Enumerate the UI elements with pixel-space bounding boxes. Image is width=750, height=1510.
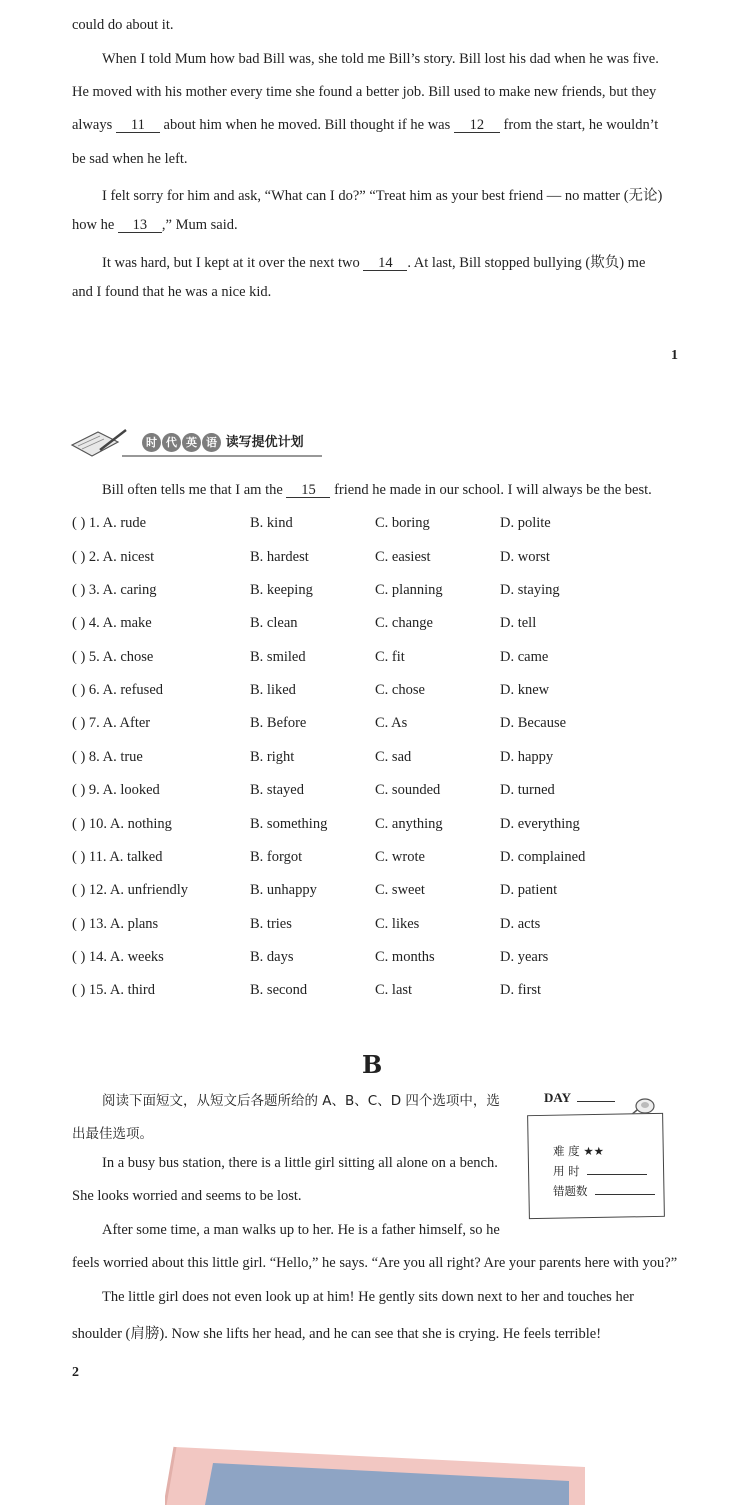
difficulty-stars: ★★ bbox=[583, 1144, 604, 1158]
series-char: 英 bbox=[182, 433, 201, 452]
question-stem: ( ) 5. A. chose bbox=[72, 649, 154, 665]
option-b: B. unhappy bbox=[250, 882, 317, 898]
option-c: C. sad bbox=[375, 749, 412, 765]
text-segment: always bbox=[72, 117, 113, 133]
blank-14: 14 bbox=[363, 256, 407, 271]
question-stem: ( ) 10. A. nothing bbox=[72, 816, 172, 832]
question-stem: ( ) 14. A. weeks bbox=[72, 949, 164, 965]
question-stem: ( ) 11. A. talked bbox=[72, 849, 163, 865]
time-row bbox=[553, 1163, 647, 1179]
option-b: B. liked bbox=[250, 682, 296, 698]
option-b: B. right bbox=[250, 749, 295, 765]
option-b: B. stayed bbox=[250, 782, 304, 798]
time-blank bbox=[587, 1174, 647, 1175]
question-stem: ( ) 7. A. After bbox=[72, 715, 151, 731]
question-stem: ( ) 4. A. make bbox=[72, 615, 152, 631]
option-d: D. knew bbox=[500, 682, 550, 698]
difficulty-row bbox=[553, 1143, 604, 1159]
question-stem: ( ) 8. A. true bbox=[72, 749, 143, 765]
option-d: D. acts bbox=[500, 916, 541, 932]
story-line: The little girl does not even look up at him! He gently sits down next to her and touches her bbox=[102, 1289, 634, 1305]
text-segment: . At last, Bill stopped bullying (欺负) me bbox=[407, 255, 646, 271]
option-c: C. change bbox=[375, 615, 433, 631]
option-b: B. something bbox=[250, 816, 328, 832]
blank-13: 13 bbox=[118, 218, 162, 233]
option-d: D. worst bbox=[500, 549, 550, 565]
progress-card bbox=[528, 1114, 666, 1226]
option-c: C. likes bbox=[375, 916, 420, 932]
question-stem: ( ) 12. A. unfriendly bbox=[72, 882, 188, 898]
option-c: C. months bbox=[375, 949, 435, 965]
question-stem: ( ) 15. A. third bbox=[72, 982, 155, 998]
errors-label: 错题数 bbox=[553, 1184, 588, 1198]
blank-12: 12 bbox=[454, 118, 500, 133]
blank-15: 15 bbox=[286, 483, 330, 498]
question-stem: ( ) 1. A. rude bbox=[72, 515, 147, 531]
page-number: 2 bbox=[72, 1365, 79, 1380]
option-c: C. chose bbox=[375, 682, 425, 698]
text-segment: Bill often tells me that I am the bbox=[102, 482, 283, 498]
story-line: feels worried about this little girl. “Hello,” he says. “Are you all right? Are your parents here with you?” bbox=[72, 1255, 678, 1271]
book-illustration bbox=[165, 1445, 585, 1505]
option-b: B. clean bbox=[250, 615, 298, 631]
text-segment: about him when he moved. Bill thought if he was bbox=[163, 117, 451, 133]
option-d: D. happy bbox=[500, 749, 554, 765]
blank-11: 11 bbox=[116, 118, 160, 133]
text-segment: how he bbox=[72, 217, 115, 233]
text-segment: friend he made in our school. I will always be the best. bbox=[334, 482, 652, 498]
option-d: D. everything bbox=[500, 816, 580, 832]
story-line: and I found that he was a nice kid. bbox=[72, 284, 272, 300]
question-stem: ( ) 13. A. plans bbox=[72, 916, 159, 932]
option-d: D. patient bbox=[500, 882, 558, 898]
option-c: C. boring bbox=[375, 515, 430, 531]
option-b: B. kind bbox=[250, 515, 293, 531]
option-c: C. easiest bbox=[375, 549, 431, 565]
section-heading: B bbox=[362, 1050, 383, 1079]
series-header bbox=[70, 428, 322, 458]
option-d: D. came bbox=[500, 649, 549, 665]
question-stem: ( ) 3. A. caring bbox=[72, 582, 157, 598]
series-char: 语 bbox=[202, 433, 221, 452]
story-line: She looks worried and seems to be lost. bbox=[72, 1188, 302, 1204]
errors-row bbox=[553, 1183, 655, 1199]
instruction-line: 出最佳选项。 bbox=[72, 1126, 153, 1142]
option-b: B. smiled bbox=[250, 649, 306, 665]
story-line: be sad when he left. bbox=[72, 151, 188, 167]
option-d: D. tell bbox=[500, 615, 537, 631]
time-label: 用 时 bbox=[553, 1164, 580, 1178]
series-char: 时 bbox=[142, 433, 161, 452]
instruction-line: 阅读下面短文，从短文后各题所给的 A、B、C、D 四个选项中，选 bbox=[102, 1093, 500, 1109]
page-number: 1 bbox=[671, 348, 678, 363]
question-stem: ( ) 6. A. refused bbox=[72, 682, 164, 698]
story-line bbox=[102, 251, 645, 272]
option-d: D. first bbox=[500, 982, 542, 998]
option-b: B. forgot bbox=[250, 849, 303, 865]
book-cover-edge bbox=[165, 1445, 585, 1505]
option-c: C. sweet bbox=[375, 882, 425, 898]
option-b: B. hardest bbox=[250, 549, 309, 565]
option-c: C. last bbox=[375, 982, 413, 998]
question-stem: ( ) 2. A. nicest bbox=[72, 549, 155, 565]
option-d: D. turned bbox=[500, 782, 555, 798]
story-line: When I told Mum how bad Bill was, she told me Bill’s story. Bill lost his dad when he was five. bbox=[102, 51, 659, 67]
story-line bbox=[72, 117, 658, 134]
story-line: could do about it. bbox=[72, 17, 174, 33]
option-d: D. complained bbox=[500, 849, 586, 865]
option-b: B. days bbox=[250, 949, 294, 965]
text-segment: It was hard, but I kept at it over the next two bbox=[102, 255, 360, 271]
story-line: In a busy bus station, there is a little girl sitting all alone on a bench. bbox=[102, 1155, 498, 1171]
option-c: C. sounded bbox=[375, 782, 441, 798]
option-c: C. wrote bbox=[375, 849, 425, 865]
difficulty-label: 难 度 bbox=[553, 1144, 580, 1158]
series-title bbox=[142, 431, 304, 452]
option-d: D. polite bbox=[500, 515, 551, 531]
option-b: B. keeping bbox=[250, 582, 313, 598]
day-label bbox=[544, 1090, 615, 1106]
story-line bbox=[102, 482, 652, 499]
series-char: 代 bbox=[162, 433, 181, 452]
option-b: B. tries bbox=[250, 916, 292, 932]
option-d: D. staying bbox=[500, 582, 560, 598]
option-c: C. fit bbox=[375, 649, 405, 665]
option-b: B. second bbox=[250, 982, 308, 998]
option-c: C. anything bbox=[375, 816, 443, 832]
day-blank bbox=[577, 1101, 615, 1102]
story-line: After some time, a man walks up to her. He is a father himself, so he bbox=[102, 1222, 500, 1238]
story-line bbox=[72, 217, 238, 234]
option-c: C. planning bbox=[375, 582, 443, 598]
question-stem: ( ) 9. A. looked bbox=[72, 782, 160, 798]
option-d: D. years bbox=[500, 949, 549, 965]
option-d: D. Because bbox=[500, 715, 567, 731]
option-c: C. As bbox=[375, 715, 408, 731]
errors-blank bbox=[595, 1194, 655, 1195]
day-text: DAY bbox=[544, 1090, 571, 1105]
text-segment: from the start, he wouldn’t bbox=[503, 117, 659, 133]
option-b: B. Before bbox=[250, 715, 307, 731]
text-segment: ,” Mum said. bbox=[161, 217, 238, 233]
story-line: I felt sorry for him and ask, “What can I do?” “Treat him as your best friend — no matter (无论) bbox=[102, 188, 663, 204]
series-subtitle: 读写提优计划 bbox=[225, 435, 304, 450]
story-line: shoulder (肩膀). Now she lifts her head, and he can see that she is crying. He feels terrible! bbox=[72, 1326, 602, 1342]
story-line: He moved with his mother every time she found a better job. Bill used to make new friends, but they bbox=[72, 84, 657, 100]
